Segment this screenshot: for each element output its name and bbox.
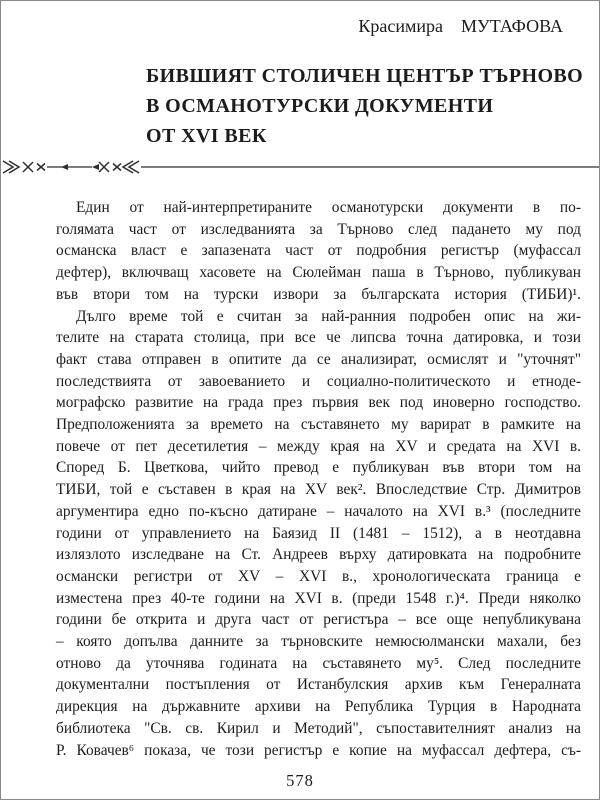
body-text (56, 197, 581, 761)
text-line: османска власт е запазената част от подробния регистър (муфассал (56, 242, 581, 260)
text-line: – която допълва данните за търновските немюсюлмански махали, без (56, 633, 581, 651)
text-line: Дълго време той е считан за най-ранния подробен опис на жи- (76, 307, 581, 325)
text-line: години бе открита и друга част от регистъра – все още непубликувана (56, 611, 581, 629)
title-line-2: В ОСМАНОТУРСКИ ДОКУМЕНТИ (146, 95, 494, 117)
author-byline (358, 16, 563, 37)
author-last-name: МУТАФОВА (460, 16, 563, 36)
text-line: дирекция на държавните архиви на Република Турция в Народната (56, 698, 581, 716)
text-line: ТИБИ, той е съставен в края на XV век². Впоследствие Стр. Димитров (56, 481, 581, 499)
text-line: Един от най-интерпретираните османотурски документи в по- (76, 199, 581, 216)
ornamental-divider-icon (1, 158, 600, 176)
text-line: аргументира едно по-късно датиране – началото на XVI в.³ (последните (56, 502, 581, 520)
text-line: голямата част от изследванията за Търново след падането му под (56, 220, 581, 238)
title-line-1: БИВШИЯТ СТОЛИЧЕН ЦЕНТЪР ТЪРНОВО (146, 65, 584, 87)
text-line: повече от пет десетилетия – между края на XV и средата на XVI в. (56, 437, 581, 455)
text-line: Р. Ковачев⁶ показа, че този регистър е копие на муфассал дефтера, съ- (56, 741, 581, 759)
text-line: дефтер), включващ хасовете на Сюлейман паша в Търново, публикуван (56, 264, 581, 282)
text-line: във втори том на турски извори за българската история (ТИБИ)¹. (56, 285, 581, 303)
text-line: документални постъпления от Истанбулския архив към Генералната (56, 676, 581, 694)
text-line: мографско развитие на града през първия век под иноверно господство. (56, 394, 581, 412)
title-line-3: ОТ XVI ВЕК (146, 125, 267, 147)
article-title (146, 61, 586, 151)
text-line: телите на старата столица, при все че липсва точна датировка, и този (56, 329, 581, 347)
text-line: Предположенията за времето на съставянето му варират в рамките на (56, 416, 581, 434)
text-line: библиотека "Св. св. Кирил и Методий", съпоставителният анализ на (56, 719, 581, 737)
text-line: Според Б. Цветкова, чийто превод е публикуван във втори том на (56, 459, 581, 477)
text-line: османски регистри от XV – XVI в., хронологическата граница е (56, 567, 581, 585)
page-number: 578 (286, 771, 314, 790)
text-line: факт става отправен в опитите да се анализират, осмислят и "уточнят" (56, 350, 581, 368)
text-line: години от управлението на Баязид II (1481 – 1512), а в неотдавна (56, 524, 581, 542)
text-line: последствията от завоеванието и социално-политическото и етноде- (56, 372, 581, 390)
author-first-name: Красимира (358, 16, 443, 36)
text-line: отново да уточнява годината на съставянето му⁵. След последните (56, 654, 581, 672)
text-line: излязлото изследване на Ст. Андреев върху датировката на подробните (56, 546, 581, 564)
text-line: изместена през 40-те години на XVI в. (преди 1548 г.)⁴. Преди няколко (56, 589, 581, 607)
